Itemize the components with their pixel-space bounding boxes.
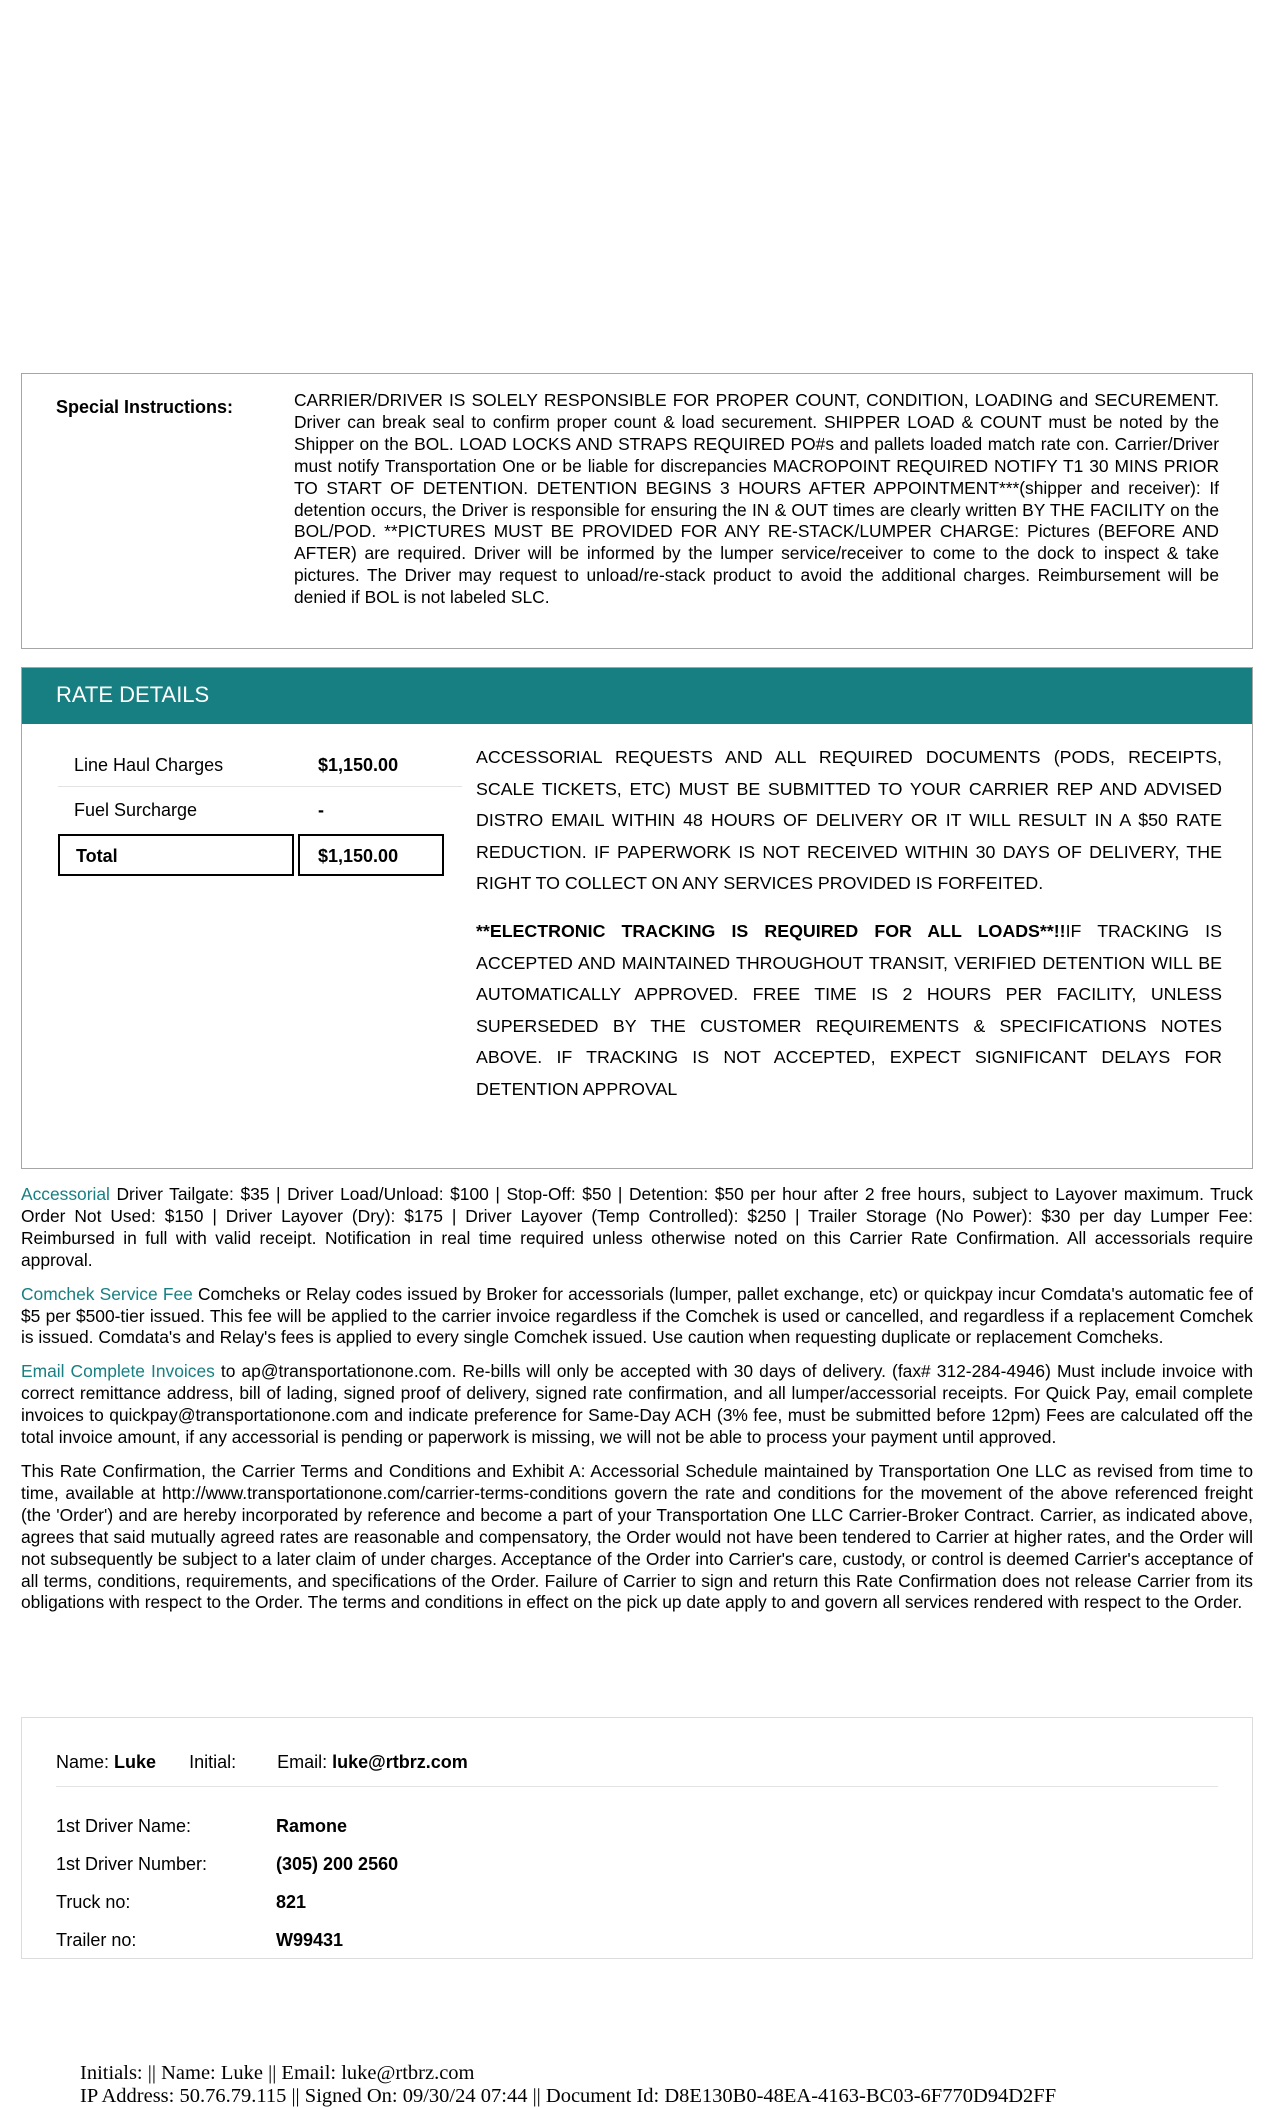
driver-number-label: 1st Driver Number: — [56, 1854, 208, 1874]
signature-box — [21, 1717, 1253, 1959]
rate-details-header — [22, 668, 1252, 724]
comchek-paragraph — [21, 1284, 1253, 1350]
fuel-surcharge-row — [58, 789, 454, 829]
email-invoices-paragraph — [21, 1361, 1253, 1449]
rate-details-box — [21, 667, 1253, 1169]
driver-name-label: 1st Driver Name: — [56, 1816, 192, 1836]
terms-paragraphs — [21, 1184, 1253, 1626]
accessorial-paragraph — [21, 1184, 1253, 1272]
paperwork-note: ACCESSORIAL REQUESTS AND ALL REQUIRED DOCUMENTS (PODS, RECEIPTS, SCALE TICKETS, ETC) MUST BE SUBMITTED TO YOUR CARRIER REP AND ADVISED DISTRO EMAIL WITHIN 48 HOURS OF DELIVERY OR IT WILL RESULT IN A $50 RATE REDUCTION. IF PAPERWORK IS NOT RECEIVED WITHIN 30 DAYS OF DELIVERY, THE RIGHT TO COLLECT ON ANY SERVICES PROVIDED IS FORFEITED. — [476, 747, 1222, 894]
line-haul-value: $1,150.00 — [318, 755, 399, 775]
email-invoices-title: Email Complete Invoices — [21, 1361, 215, 1382]
initial-label: Initial: — [189, 1752, 237, 1772]
comchek-text: Comcheks or Relay codes issued by Broker for accessorials (lumper, pallet exchange, etc) or quickpay incur Comdata's automatic fee of $5 per $500-tier issued. This fee will be applied to the carrier invoice regardless if the Comchek is used or cancelled, and regardless if a replacement Comchek is issued. Comdata's and Relay's fees is applied to every single Comchek issued. Use caution when requesting duplicate or replacement Comcheks. — [21, 1283, 1253, 1348]
tracking-note-bold: **ELECTRONIC TRACKING IS REQUIRED FOR ALL LOADS**!! — [476, 920, 1066, 941]
rate-divider — [58, 786, 462, 787]
trailer-label: Trailer no: — [56, 1930, 137, 1950]
name-label: Name: — [56, 1752, 110, 1772]
fuel-surcharge-value: - — [318, 800, 324, 820]
driver-name-value: Ramone — [276, 1816, 348, 1836]
total-value-cell — [298, 834, 444, 876]
tracking-note-text: IF TRACKING IS ACCEPTED AND MAINTAINED THROUGHOUT TRANSIT, VERIFIED DETENTION WILL BE AUTOMATICALLY APPROVED. FREE TIME IS 2 HOURS PER FACILITY, UNLESS SUPERSEDED BY THE CUSTOMER REQUIREMENTS & SPECIFICATIONS NOTES ABOVE. IF TRACKING IS NOT ACCEPTED, EXPECT SIGNIFICANT DELAYS FOR DETENTION APPROVAL — [476, 920, 1222, 1099]
truck-label: Truck no: — [56, 1892, 131, 1912]
driver-number-value: (305) 200 2560 — [276, 1854, 399, 1874]
rate-notes — [476, 742, 1222, 1106]
footer-line-1: Initials: || Name: Luke || Email: luke@rtbrz.com — [80, 2062, 475, 2084]
rate-details-title: RATE DETAILS — [56, 682, 210, 707]
accessorial-text: Driver Tailgate: $35 | Driver Load/Unload: $100 | Stop-Off: $50 | Detention: $50 per hour after 2 free hours, subject to Layover maximum. Truck Order Not Used: $150 | Driver Layover (Dry): $175 | Driver Layover (Temp Controlled): $250 | Trailer Storage (No Power): $30 per day Lumper Fee: Reimbursed in full with valid receipt. Notification in real time required unless otherwise noted on this Carrier Rate Confirmation. All accessorials require approval. — [21, 1184, 1253, 1270]
special-instructions-box — [21, 373, 1253, 649]
accessorial-title: Accessorial — [21, 1184, 110, 1204]
line-haul-label: Line Haul Charges — [74, 755, 224, 775]
fuel-surcharge-label: Fuel Surcharge — [74, 800, 198, 820]
special-instructions-label: Special Instructions: — [56, 397, 234, 417]
name-value: Luke — [114, 1752, 157, 1772]
signature-divider — [56, 1786, 1218, 1787]
trailer-value: W99431 — [276, 1930, 344, 1950]
total-label-cell — [58, 834, 294, 876]
comchek-title: Comchek Service Fee — [21, 1283, 193, 1304]
email-label: Email: — [277, 1752, 328, 1772]
signer-line — [56, 1752, 468, 1773]
signature-footer — [80, 2062, 1260, 2108]
total-label: Total — [76, 846, 118, 866]
special-instructions-text: CARRIER/DRIVER IS SOLELY RESPONSIBLE FOR PROPER COUNT, CONDITION, LOADING and SECUREMENT. Driver can break seal to confirm proper count & load securement. SHIPPER LOAD & COUNT must be noted by the Shipper on the BOL. LOAD LOCKS AND STRAPS REQUIRED PO#s and pallets loaded match rate con. Carrier/Driver must notify Transportation One or be liable for discrepancies MACROPOINT REQUIRED NOTIFY T1 30 MINS PRIOR TO START OF DETENTION. DETENTION BEGINS 3 HOURS AFTER APPOINTMENT***(shipper and receiver): If detention occurs, the Driver is responsible for ensuring the IN & OUT times are clearly written BY THE FACILITY on the BOL/POD. **PICTURES MUST BE PROVIDED FOR ANY RE-STACK/LUMPER CHARGE: Pictures (BEFORE AND AFTER) are required. Driver will be informed by the lumper service/receiver to come to the dock to inspect & take pictures. The Driver may request to unload/re-stack product to avoid the additional charges. Reimbursement will be denied if BOL is not labeled SLC. — [294, 390, 1219, 608]
email-invoices-text: to ap@transportationone.com. Re-bills will only be accepted with 30 days of delivery. (fax# 312-284-4946) Must include invoice with correct remittance address, bill of lading, signed proof of delivery, signed rate confirmation, and all lumper/accessorial receipts. For Quick Pay, email complete invoices to quickpay@transportationone.com and indicate preference for Same-Day ACH (3% fee, must be submitted before 12pm) Fees are calculated off the total invoice amount, if any accessorial is pending or paperwork is missing, we will not be able to process your payment until approved. — [21, 1361, 1254, 1448]
terms-paragraph: This Rate Confirmation, the Carrier Terms and Conditions and Exhibit A: Accessorial Schedule maintained by Transportation One LLC as revised from time to time, available at http://www.transportationone.com/carrier-terms-conditions govern the rate and conditions for the movement of the above referenced freight (the 'Order') and are hereby incorporated by reference and become a part of your Transportation One LLC Carrier-Broker Contract. Carrier, as indicated above, agrees that said mutually agreed rates are reasonable and compensatory, the Order would not have been tendered to Carrier at higher rates, and the Order will not subsequently be subject to a later claim of under charges. Acceptance of the Order into Carrier's care, custody, or control is deemed Carrier's acceptance of all terms, conditions, requirements, and specifications of the Order. Failure of Carrier to sign and return this Rate Confirmation does not release Carrier from its obligations with respect to the Order. The terms and conditions in effect on the pick up date apply to and govern all services rendered with respect to the Order. — [21, 1460, 1253, 1613]
email-value: luke@rtbrz.com — [332, 1752, 468, 1772]
tracking-note — [476, 916, 1222, 1106]
total-value: $1,150.00 — [318, 846, 399, 866]
truck-value: 821 — [276, 1892, 307, 1912]
footer-line-2: IP Address: 50.76.79.115 || Signed On: 09/30/24 07:44 || Document Id: D8E130B0-48EA-4163-BC03-6F770D94D2FF — [80, 2085, 1057, 2107]
line-haul-row — [58, 744, 454, 784]
